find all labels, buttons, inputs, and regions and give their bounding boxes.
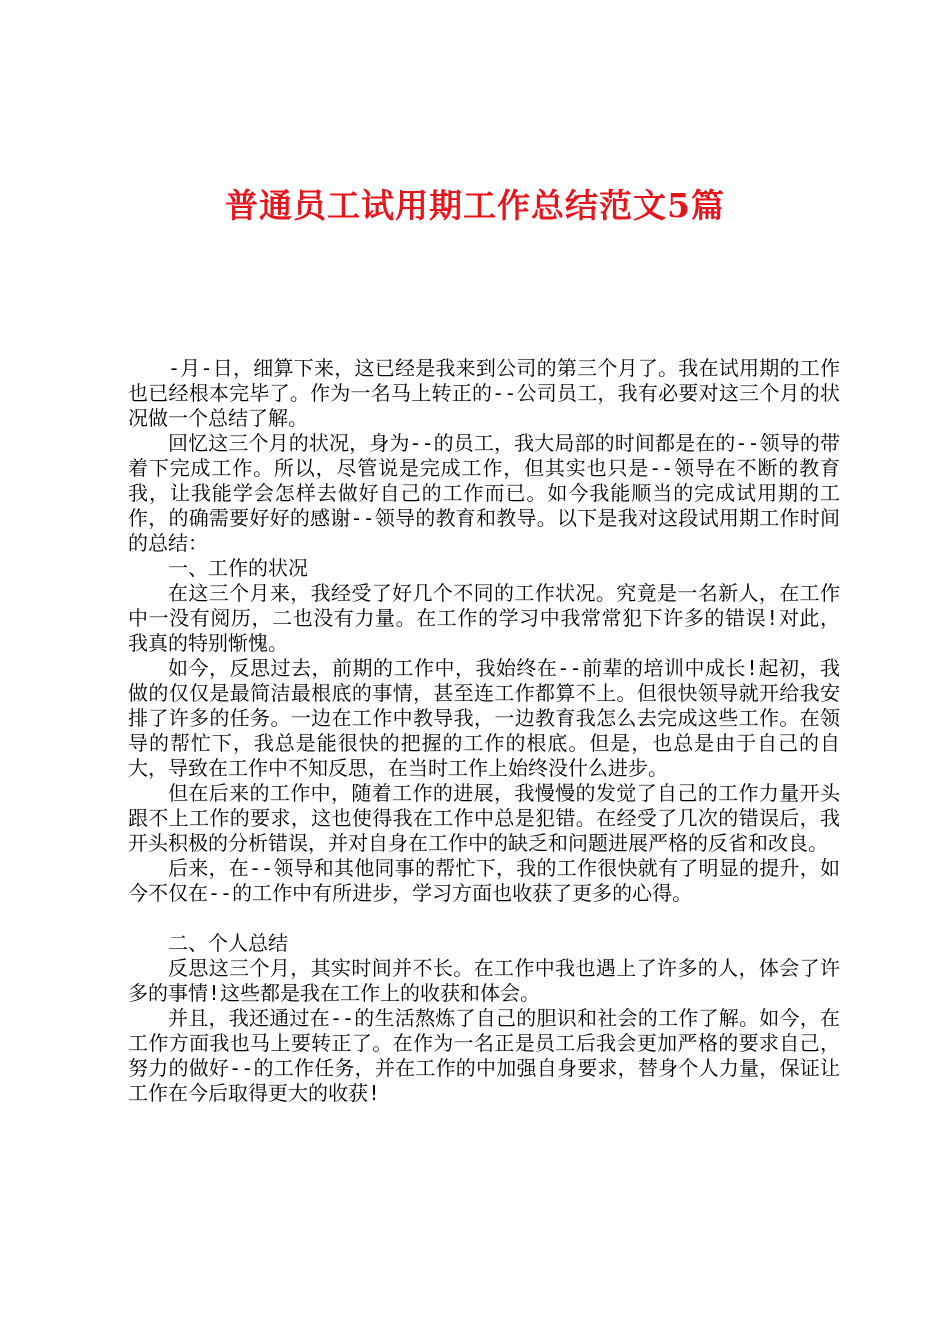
paragraph-summary-2: 并且，我还通过在--的生活熬炼了自己的胆识和社会的工作了解。如今，在工作方面我也马上要转正了。在作为一名正是员工后我会更加严格的要求自己，努力的做好--的工作任务，并在工作的中加强自身要求，替身个人力量，保证让工作在今后取得更大的收获! (128, 1006, 840, 1105)
paragraph-work-status-3: 但在后来的工作中，随着工作的进展，我慢慢的发觉了自己的工作力量开头跟不上工作的要求，这也使得我在工作中总是犯错。在经受了几次的错误后，我开头积极的分析错误，并对自身在工作中的缺乏和问题进展严格的反省和改良。 (128, 781, 840, 855)
paragraph-summary-1: 反思这三个月，其实时间并不长。在工作中我也遇上了许多的人，体会了许多的事情!这些都是我在工作上的收获和体会。 (128, 956, 840, 1005)
paragraph-intro: -月-日，细算下来，这已经是我来到公司的第三个月了。我在试用期的工作也已经根本完毕了。作为一名马上转正的--公司员工，我有必要对这三个月的状况做一个总结了解。 (128, 356, 840, 430)
paragraph-work-status-4: 后来，在--领导和其他同事的帮忙下，我的工作很快就有了明显的提升，如今不仅在--的工作中有所进步，学习方面也收获了更多的心得。 (128, 856, 840, 905)
paragraph-work-status-1: 在这三个月来，我经受了好几个不同的工作状况。究竟是一名新人，在工作中一没有阅历，二也没有力量。在工作的学习中我常常犯下许多的错误!对此，我真的特别惭愧。 (128, 581, 840, 655)
document-title: 普通员工试用期工作总结范文5篇 (225, 186, 725, 225)
document-body (128, 356, 840, 1106)
section-heading-work-status: 一、工作的状况 (168, 556, 308, 580)
paragraph-spacer (128, 906, 840, 931)
paragraph-work-status-2: 如今，反思过去，前期的工作中，我始终在--前辈的培训中成长!起初，我做的仅仅是最简洁最根底的事情，甚至连工作都算不上。但很快领导就开给我安排了许多的任务。一边在工作中教导我，一边教育我怎么去完成这些工作。在领导的帮忙下，我总是能很快的把握的工作的根底。但是，也总是由于自己的自大，导致在工作中不知反思，在当时工作上始终没什么进步。 (128, 656, 840, 780)
section-heading-personal-summary: 二、个人总结 (168, 931, 288, 955)
paragraph-review: 回忆这三个月的状况，身为--的员工，我大局部的时间都是在的--领导的带着下完成工作。所以，尽管说是完成工作，但其实也只是--领导在不断的教育我，让我能学会怎样去做好自己的工作而已。如今我能顺当的完成试用期的工作，的确需要好好的感谢--领导的教育和教导。以下是我对这段试用期工作时间的总结： (128, 431, 840, 555)
